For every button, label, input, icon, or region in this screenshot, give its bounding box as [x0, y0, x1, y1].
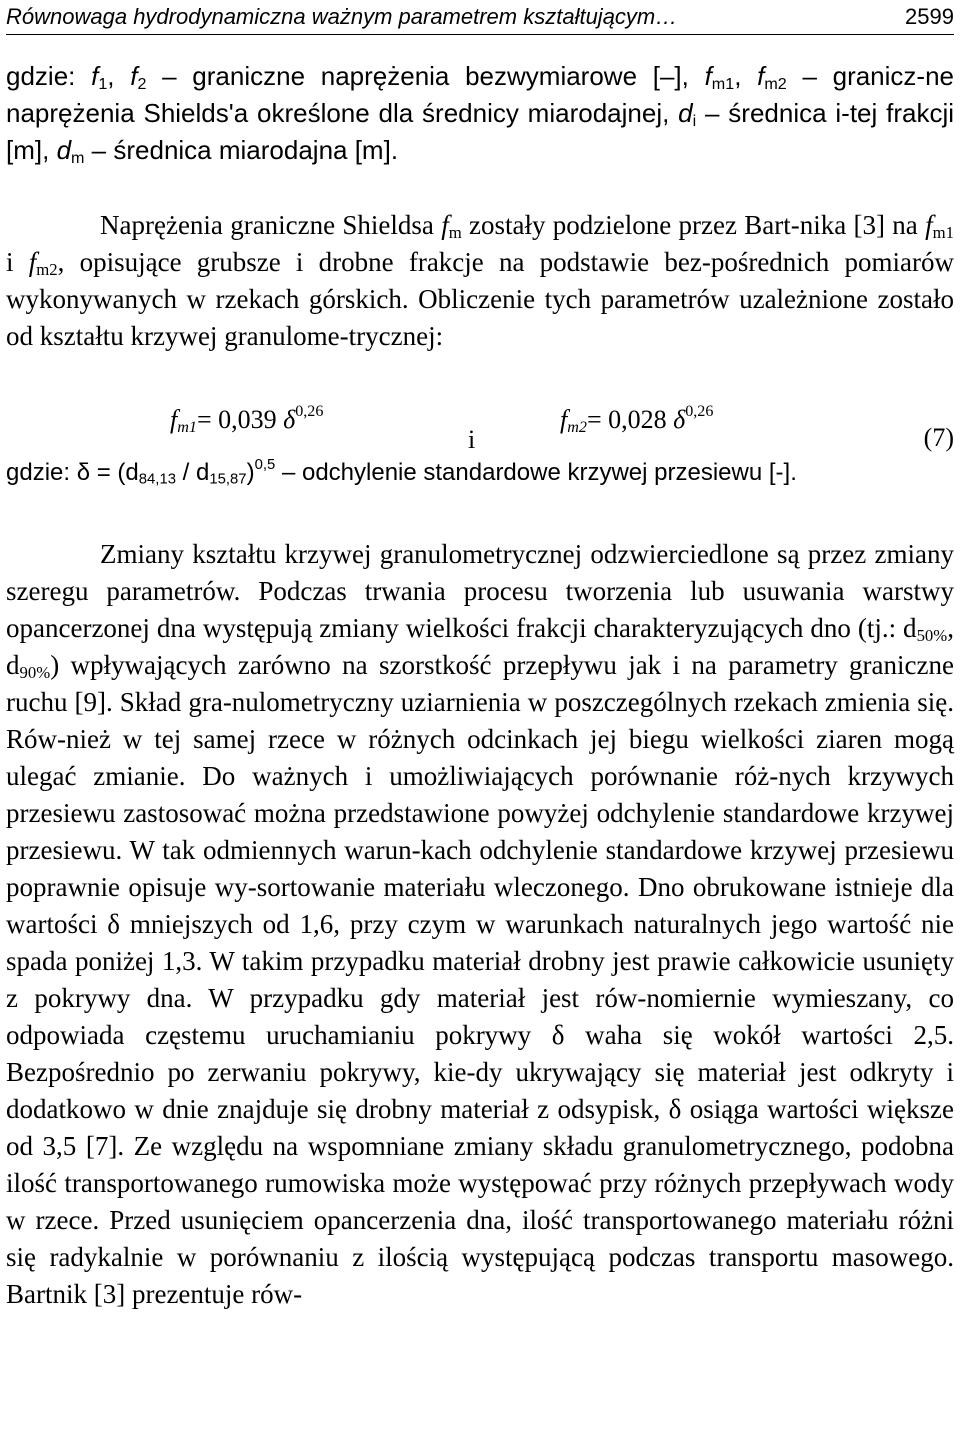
subscript: m [448, 223, 462, 243]
equation-rhs: = 0,028 [586, 405, 674, 434]
subscript: m1 [932, 223, 954, 243]
text-run: Zmiany kształtu krzywej granulometrycznej odzwierciedlone są przez zmiany szeregu parametrów. Podczas trwania procesu tworzenia lub usuwania warstwy opancerzonej dna występują zmiany wielkości frakcji charakteryzujących dno (tj.: d [6, 539, 954, 643]
symbol-f: f [560, 405, 568, 434]
text-run: i [6, 247, 29, 277]
subscript: 2 [137, 75, 147, 94]
exponent: 0,26 [685, 402, 714, 420]
page-header [6, 0, 954, 35]
subscript: 90% [19, 663, 51, 683]
equation-number: (7) [923, 423, 954, 452]
subscript: m2 [36, 260, 58, 280]
symbol-definitions [6, 58, 954, 169]
symbol-d: d [678, 98, 693, 128]
subscript: 84,13 [138, 471, 176, 488]
symbol-f: f [91, 61, 99, 91]
text-run: , opisujące grubsze i drobne frakcje na podstawie bez-pośrednich pomiarów wykonywanych w rzekach górskich. Obliczenie tych parametrów uzależnione zostało od kształtu krzywej granulome-trycznej: [6, 247, 954, 351]
text-run: gdzie: [6, 61, 92, 91]
equation-fm1 [170, 402, 324, 437]
text-run: , d [6, 613, 954, 680]
text-run: gdzie: δ = (d [6, 459, 139, 486]
equation-fm2 [560, 402, 714, 437]
symbol-f: f [757, 61, 765, 91]
text-run: ) [246, 459, 255, 486]
text-run: , [107, 61, 131, 91]
symbol-f: f [441, 210, 449, 240]
subscript: 50% [916, 626, 948, 646]
paragraph-shields [6, 207, 954, 355]
subscript: m [71, 149, 85, 168]
text-run: – graniczne naprężenia bezwymiarowe [–], [146, 61, 705, 91]
text-run: – średnica miarodajna [m]. [84, 135, 399, 165]
subscript: m1 [711, 75, 735, 94]
page-number: 2599 [905, 4, 954, 29]
symbol-f: f [170, 405, 178, 434]
paragraph-grain-curve [6, 536, 954, 1313]
equation-rhs: = 0,039 [196, 405, 284, 434]
exponent: 0,26 [295, 402, 324, 420]
symbol-delta: δ [283, 405, 296, 434]
delta-definition [6, 454, 960, 491]
text-run: – średnica i-tej frakcji [m], [6, 98, 954, 165]
subscript: m2 [764, 75, 787, 94]
text-run: ) wpływających zarówno na szorstkość przepływu jak i na parametry graniczne ruchu [9]. Skład gra-nulometryczny uziarnienia w poszczególnych rzekach zmienia się. Rów-nież w tej samej rzece w różnych odcinkach jej biegu wielkości ziaren mogą ulegać zmianie. Do ważnych i umożliwiających porównanie róż-nych krzywych przesiewu zastosować można przedstawione powyżej odchylenie standardowe krzywej przesiewu. W tak odmiennych warun-kach odchylenie standardowe krzywej przesiewu poprawnie opisuje wy-sortowanie materiału wleczonego. Dno obrukowane istnieje dla wartości δ mniejszych od 1,6, przy czym w warunkach naturalnych jego wartość nie spada poniżej 1,3. W takim przypadku materiał drobny jest prawie całkowicie usunięty z pokrywy dna. W przypadku gdy materiał jest rów-nomiernie wymieszany, co odpowiada częstemu uruchamianiu pokrywy δ waha się wokół wartości 2,5. Bezpośrednio po zerwaniu pokrywy, kie-dy ukrywający się materiał jest odkryty i dodatkowo w dnie znajduje się drobny materiał z odsypisk, δ osiąga wartości większe od 3,5 [7]. Ze względu na wspomniane zmiany składu granulometrycznego, podobna ilość transportowanego rumowiska może występować przy różnych przepływach wody w rzece. Przed usunięciem opancerzenia dna, ilość transportowanego materiału różni się radykalnie w porównaniu z ilością występującą podczas transportu masowego. Bartnik [3] prezentuje rów- [6, 650, 954, 1309]
subscript: 1 [98, 75, 108, 94]
exponent: 0,5 [254, 456, 276, 473]
symbol-f: f [704, 61, 712, 91]
text-run: – granicz-ne naprężenia Shields'a określone dla średnicy miarodajnej, [6, 61, 955, 128]
symbol-d: d [56, 135, 72, 165]
subscript: m2 [567, 419, 587, 437]
equation-conjunction: i [468, 425, 476, 454]
subscript: m1 [177, 419, 197, 437]
subscript: 15,87 [209, 471, 247, 488]
subscript: i [692, 112, 697, 131]
text-run: – odchylenie standardowe krzywej przesiewu [-]. [275, 459, 797, 486]
symbol-delta: δ [673, 405, 686, 434]
symbol-f: f [130, 61, 138, 91]
text-run: / d [176, 459, 210, 486]
text-run: zostały podzielone przez Bart-nika [3] na [461, 210, 926, 240]
text-run: , [734, 61, 758, 91]
symbol-f: f [28, 247, 37, 277]
running-title: Równowaga hydrodynamiczna ważnym parametrem kształtującym… [6, 4, 678, 29]
symbol-f: f [925, 210, 933, 240]
text-run: Naprężenia graniczne Shieldsa [100, 210, 442, 240]
